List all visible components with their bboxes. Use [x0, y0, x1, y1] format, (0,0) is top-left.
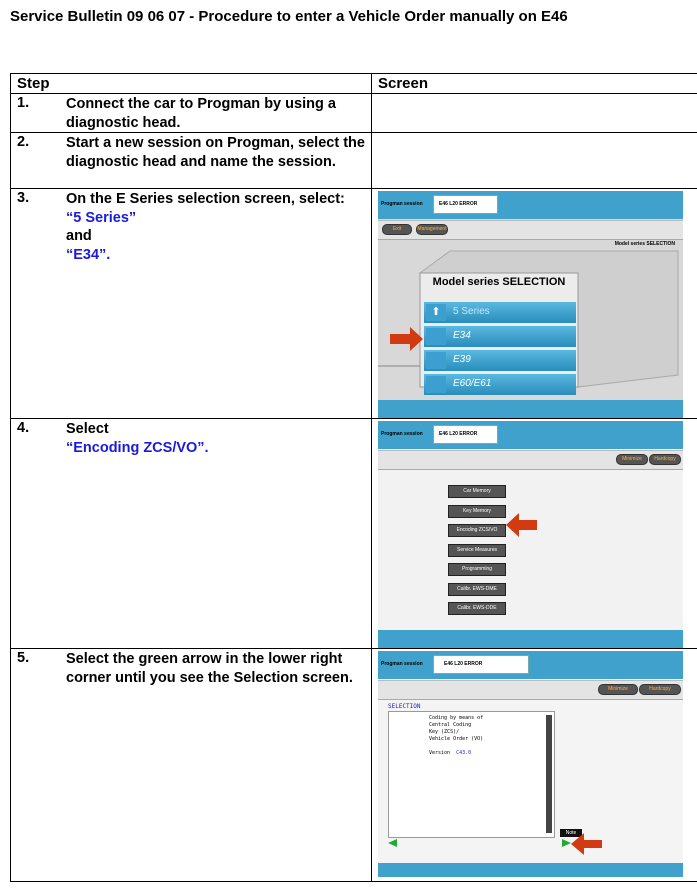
session-value: E46 L20 ERROR — [433, 195, 498, 214]
menu-encoding[interactable]: Encoding ZCS/VO — [448, 524, 506, 537]
step-instruction: Select — [66, 421, 109, 437]
table-row — [11, 133, 697, 189]
steps-table — [10, 73, 697, 882]
selection-line: Coding by means of — [429, 715, 484, 721]
menu-service-measures[interactable]: Service Measures — [448, 544, 506, 557]
table-row — [11, 189, 697, 419]
step-3-cell — [11, 189, 372, 419]
table-header-row — [11, 74, 697, 94]
highlight-5-series: “5 Series” — [66, 209, 137, 226]
selection-text — [429, 715, 483, 757]
version-line — [429, 750, 483, 757]
selection-line: Key (ZCS)/ — [429, 729, 460, 735]
step-instruction: On the E Series selection screen, select: — [66, 191, 345, 207]
red-arrow-icon — [390, 327, 424, 351]
highlight-e34: “E34”. — [66, 246, 111, 263]
management-button[interactable]: Management — [416, 224, 448, 235]
footer-bar — [378, 400, 683, 418]
row-5-series[interactable] — [424, 302, 576, 323]
row-e39[interactable] — [424, 350, 576, 371]
row-e34[interactable] — [424, 326, 576, 347]
selection-line: Vehicle Order (VO) — [429, 736, 484, 742]
row-label: E34 — [453, 330, 471, 341]
box-title: Model series SELECTION — [432, 276, 566, 288]
green-back-arrow-icon[interactable] — [388, 839, 398, 847]
highlight-encoding: “Encoding ZCS/VO”. — [66, 439, 209, 456]
corner-label: Model series SELECTION — [614, 241, 675, 247]
row-label: 5 Series — [453, 306, 490, 317]
note-label: Note — [560, 829, 582, 837]
step-text: Connect the car to Progman by using a diagnostic head. — [66, 96, 336, 131]
menu-programming[interactable]: Programming — [448, 563, 506, 576]
step-2-screen — [372, 133, 697, 189]
menu-calibr-ews-dde[interactable]: Calibr. EWS-DDE — [448, 602, 506, 615]
table-row — [11, 649, 697, 882]
step-5-cell — [11, 649, 372, 882]
menu-key-memory[interactable]: Key Memory — [448, 505, 506, 518]
hardcopy-button[interactable]: Hardcopy — [639, 684, 681, 695]
menu-car-memory[interactable]: Car Memory — [448, 485, 506, 498]
step-3-screen — [372, 189, 697, 419]
menu-calibr-ews-dme[interactable]: Calibr. EWS-DME — [448, 583, 506, 596]
row-label: E39 — [453, 354, 471, 365]
session-value: E46 L20 ERROR — [433, 655, 529, 674]
selection-heading: SELECTION — [388, 703, 421, 710]
step-text — [66, 189, 371, 264]
red-arrow-icon — [571, 833, 603, 855]
table-row — [11, 419, 697, 649]
step-1-screen — [372, 94, 697, 133]
up-arrow-icon[interactable]: ⬆ — [426, 304, 446, 321]
step-number: 2. — [17, 134, 30, 150]
minimize-button[interactable]: Minimize — [598, 684, 638, 695]
selection-panel — [388, 711, 555, 838]
session-label: Progman session — [381, 661, 423, 667]
step-1-cell — [11, 94, 372, 133]
step-number: 4. — [17, 420, 30, 436]
version-value: C43.0 — [456, 750, 472, 756]
step-number: 3. — [17, 190, 30, 206]
row-selector — [426, 376, 446, 393]
document-title: Service Bulletin 09 06 07 - Procedure to enter a Vehicle Order manually on E46 — [10, 8, 568, 25]
step-5-screen — [372, 649, 697, 882]
footer-bar — [378, 863, 683, 877]
step-4-cell — [11, 419, 372, 649]
header-bar — [378, 651, 683, 679]
row-label: E60/E61 — [453, 378, 492, 389]
row-e60-e61[interactable] — [424, 374, 576, 395]
selection-line: Central Coding — [429, 722, 472, 728]
step-text: Start a new session on Progman, select the diagnostic head and name the session. — [66, 135, 365, 170]
selection-screenshot — [378, 651, 683, 877]
step-and: and — [66, 228, 92, 244]
header-bar — [378, 421, 683, 449]
hardcopy-button[interactable]: Hardcopy — [649, 454, 681, 465]
step-text: Select the green arrow in the lower right corner until you see the Selection screen. — [66, 651, 353, 686]
green-forward-arrow-icon[interactable] — [561, 839, 571, 847]
header-step: Step — [11, 74, 372, 94]
red-arrow-icon — [506, 513, 538, 537]
minimize-button[interactable]: Minimize — [616, 454, 648, 465]
step-4-screen — [372, 419, 697, 649]
table-row — [11, 94, 697, 133]
session-label: Progman session — [381, 431, 423, 437]
main-menu-screenshot — [378, 421, 683, 648]
model-series-screenshot — [378, 191, 683, 418]
step-text — [66, 419, 371, 457]
session-label: Progman session — [381, 201, 423, 207]
header-screen: Screen — [372, 74, 697, 94]
step-number: 5. — [17, 650, 30, 666]
menu-list — [448, 485, 506, 622]
step-number: 1. — [17, 95, 30, 111]
row-selector — [426, 328, 446, 345]
scrollbar[interactable] — [546, 715, 552, 833]
step-2-cell — [11, 133, 372, 189]
header-bar — [378, 191, 683, 219]
session-value: E46 L20 ERROR — [433, 425, 498, 444]
footer-bar — [378, 630, 683, 648]
exit-button[interactable]: Exit — [382, 224, 412, 235]
row-selector — [426, 352, 446, 369]
version-label: Version — [429, 750, 451, 756]
